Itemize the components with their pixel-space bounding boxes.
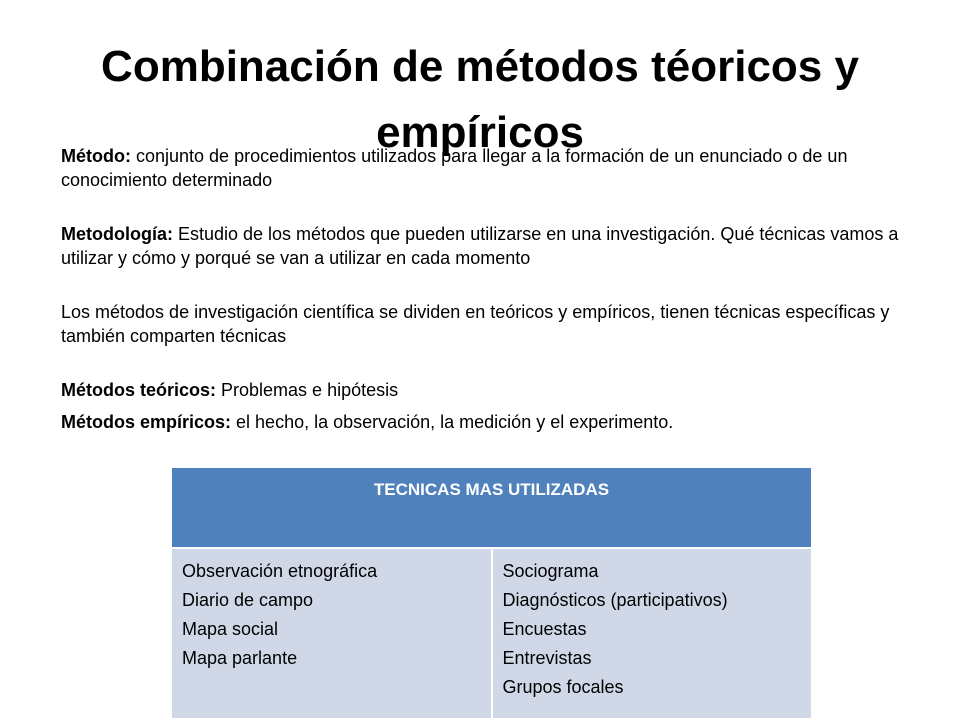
technique-item: Mapa social <box>182 619 279 639</box>
text-teoricos: Problemas e hipótesis <box>216 380 399 400</box>
techniques-table <box>170 466 813 720</box>
text-empiricos: el hecho, la observación, la medición y el experimento. <box>231 412 674 432</box>
paragraph-metodologia <box>61 222 921 270</box>
technique-item: Observación etnográfica <box>182 561 378 581</box>
techniques-table-header: TECNICAS MAS UTILIZADAS <box>171 467 812 548</box>
label-teoricos: Métodos teóricos: <box>61 380 217 400</box>
paragraph-teoricos <box>61 378 921 402</box>
paragraph-division: Los métodos de investigación científica se dividen en teóricos y empíricos, tienen técnicas específicas y también comparten técnicas <box>61 302 890 346</box>
paragraph-metodo <box>61 144 921 192</box>
technique-item: Entrevistas <box>502 648 592 668</box>
techniques-left-cell <box>171 548 492 719</box>
techniques-right-cell <box>492 548 813 719</box>
text-metodologia: Estudio de los métodos que pueden utilizarse en una investigación. Qué técnicas vamos a utilizar y cómo y porqué se van a utilizar en cada momento <box>61 224 899 268</box>
slide-title: Combinación de métodos téoricos y empíricos <box>101 42 859 157</box>
label-metodologia: Metodología: <box>61 224 173 244</box>
technique-item: Grupos focales <box>502 677 624 697</box>
label-metodo: Método: <box>61 146 131 166</box>
paragraph-empiricos <box>61 410 921 434</box>
text-metodo: conjunto de procedimientos utilizados para llegar a la formación de un enunciado o de un conocimiento determinado <box>61 146 848 190</box>
technique-item: Mapa parlante <box>182 648 298 668</box>
technique-item: Sociograma <box>502 561 599 581</box>
slide-body <box>61 144 921 434</box>
technique-item: Diagnósticos (participativos) <box>502 590 728 610</box>
technique-item: Diario de campo <box>182 590 314 610</box>
technique-item: Encuestas <box>502 619 587 639</box>
label-empiricos: Métodos empíricos: <box>61 412 232 432</box>
